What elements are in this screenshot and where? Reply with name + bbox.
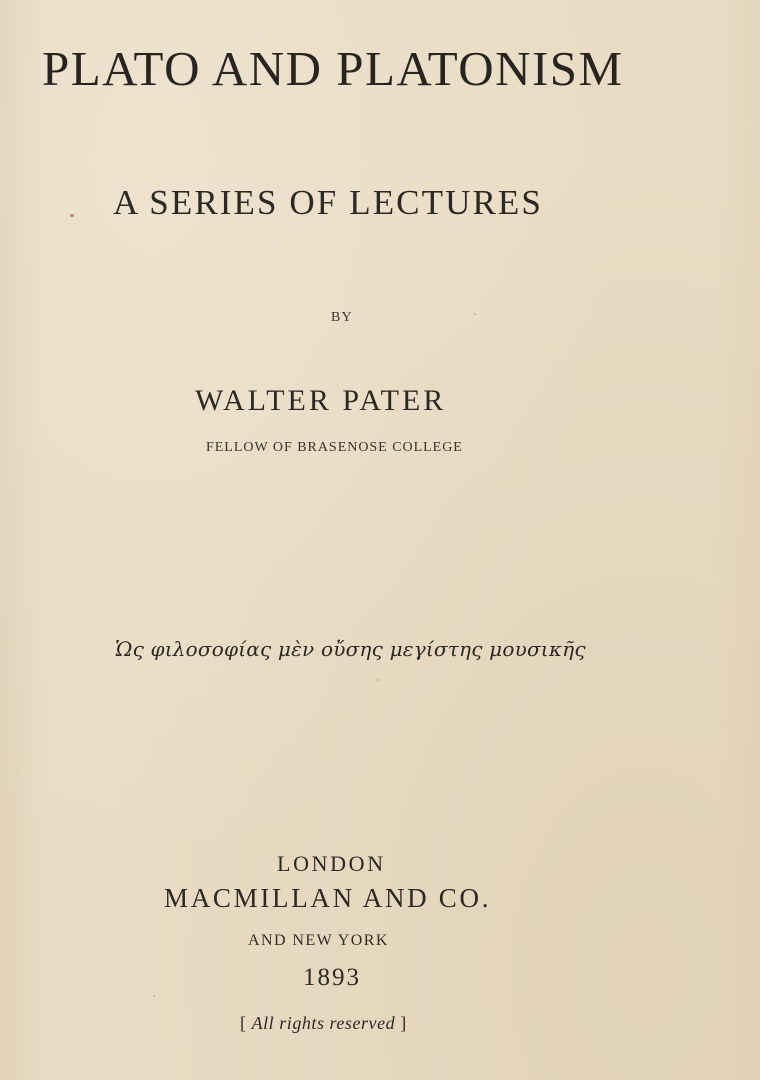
rights-text: All rights reserved	[251, 1013, 396, 1033]
paper-speck	[153, 995, 155, 997]
imprint-city: LONDON	[277, 851, 386, 876]
by-line: BY	[331, 310, 353, 325]
book-title: PLATO AND PLATONISM	[42, 41, 624, 96]
author-name: WALTER PATER	[195, 384, 447, 417]
paper-speck	[474, 313, 476, 315]
imprint-publisher: MACMILLAN AND CO.	[164, 883, 492, 913]
greek-epigraph: Ὡς φιλοσοφίας μὲν οὔσης μεγίστης μουσικῆς	[115, 637, 586, 661]
paper-speck	[377, 679, 379, 681]
ink-speck	[70, 214, 74, 217]
book-subtitle: A SERIES OF LECTURES	[113, 183, 543, 222]
author-affiliation: FELLOW OF BRASENOSE COLLEGE	[206, 440, 463, 455]
rights-bracket-close: ]	[395, 1013, 407, 1033]
imprint-second-city: AND NEW YORK	[248, 932, 389, 949]
rights-bracket-open: [	[240, 1013, 252, 1033]
imprint-year: 1893	[303, 964, 361, 991]
rights-notice	[240, 1013, 407, 1034]
